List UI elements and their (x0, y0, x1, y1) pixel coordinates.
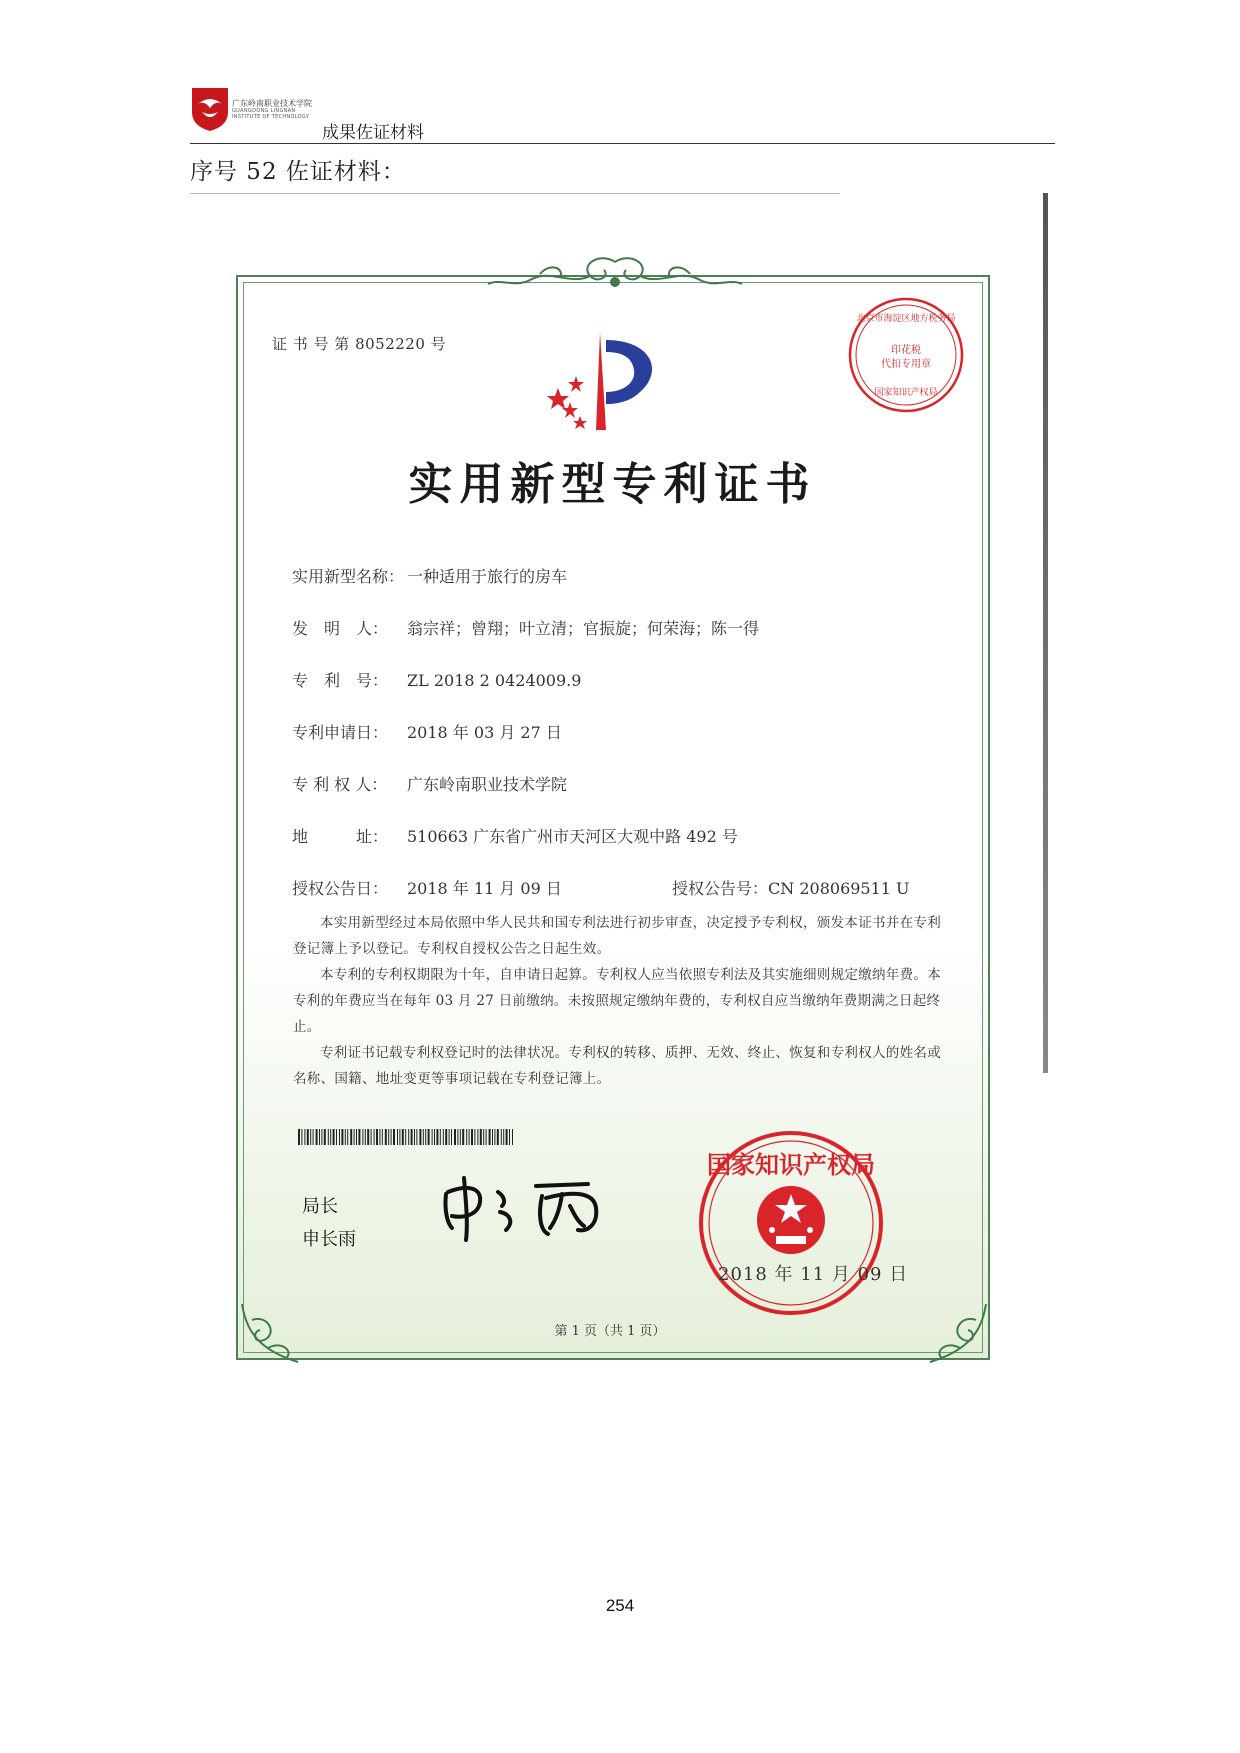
director-label: 局长 (302, 1196, 338, 1217)
certificate-number: 证 书 号 第 8052220 号 (272, 335, 447, 353)
field-publication-number: 授权公告号：CN 208069511 U (672, 879, 910, 898)
certificate-paragraph: 专利证书记载专利权登记时的法律状况。专利权的转移、质押、无效、终止、恢复和专利权人的姓名或名称、国籍、地址变更等事项记载在专利登记簿上。 (293, 1045, 941, 1087)
section-title: 序号 52 佐证材料： (190, 159, 406, 185)
section-divider (190, 193, 840, 194)
svg-text:北京市海淀区地方税务局: 北京市海淀区地方税务局 (856, 314, 956, 324)
ornament-corner-right-icon (920, 1300, 990, 1366)
svg-text:国家知识产权局: 国家知识产权局 (707, 1150, 875, 1179)
seal-date: 2018 年 11 月 09 日 (718, 1264, 909, 1285)
director-name: 申长雨 (302, 1229, 356, 1250)
certificate-page-count: 第 1 页（共 1 页） (554, 1324, 666, 1339)
page-number: 254 (605, 1596, 635, 1615)
logo-school-name: 广东岭南职业技术学院 (232, 99, 312, 108)
logo-school-name-en: GUANGDONG LINGNAN INSTITUTE OF TECHNOLOGY (232, 108, 310, 120)
field-inventors: 发 明 人： 翁宗祥；曾翔；叶立清；官振旋；何荣海；陈一得 (292, 619, 760, 638)
field-patent-number: 专 利 号： ZL 2018 2 0424009.9 (292, 671, 582, 690)
svg-text:代扣专用章: 代扣专用章 (881, 359, 931, 370)
certificate-paragraph: 本专利的专利权期限为十年，自申请日起算。专利权人应当依照专利法及其实施细则规定缴纳年费。本专利的年费应当在每年 03 月 27 日前缴纳。未按照规定缴纳年费的，专利权自应当缴纳年费期满之日起终止。 (293, 967, 941, 1035)
field-address: 地 址： 510663 广东省广州市天河区大观中路 492 号 (292, 827, 738, 846)
field-grant-date: 授权公告日： 2018 年 11 月 09 日 (292, 879, 562, 898)
field-application-date: 专利申请日： 2018 年 03 月 27 日 (292, 723, 562, 742)
ornament-corner-left-icon (238, 1300, 308, 1366)
certificate-title: 实用新型专利证书 (408, 459, 817, 510)
school-logo (190, 86, 230, 132)
certificate-paragraph: 本实用新型经过本局依照中华人民共和国专利法进行初步审查，决定授予专利权，颁发本证书并在专利登记簿上予以登记。专利权自授权公告之日起生效。 (293, 915, 941, 957)
tax-seal-stamp (846, 295, 966, 415)
header-divider (190, 143, 1055, 144)
field-utility-model-name: 实用新型名称： 一种适用于旅行的房车 (292, 567, 568, 586)
svg-text:国家知识产权局: 国家知识产权局 (874, 388, 938, 398)
field-patentee: 专 利 权 人： 广东岭南职业技术学院 (292, 775, 568, 794)
director-signature-icon (438, 1172, 618, 1242)
scan-edge-shadow (1043, 193, 1048, 1073)
cnipa-official-seal (696, 1128, 886, 1318)
svg-text:印花税: 印花税 (891, 345, 921, 356)
cnipa-logo-icon (540, 330, 670, 435)
barcode-icon (298, 1129, 516, 1145)
doc-title: 成果佐证材料 (322, 123, 424, 143)
ornament-top-icon (480, 254, 750, 298)
